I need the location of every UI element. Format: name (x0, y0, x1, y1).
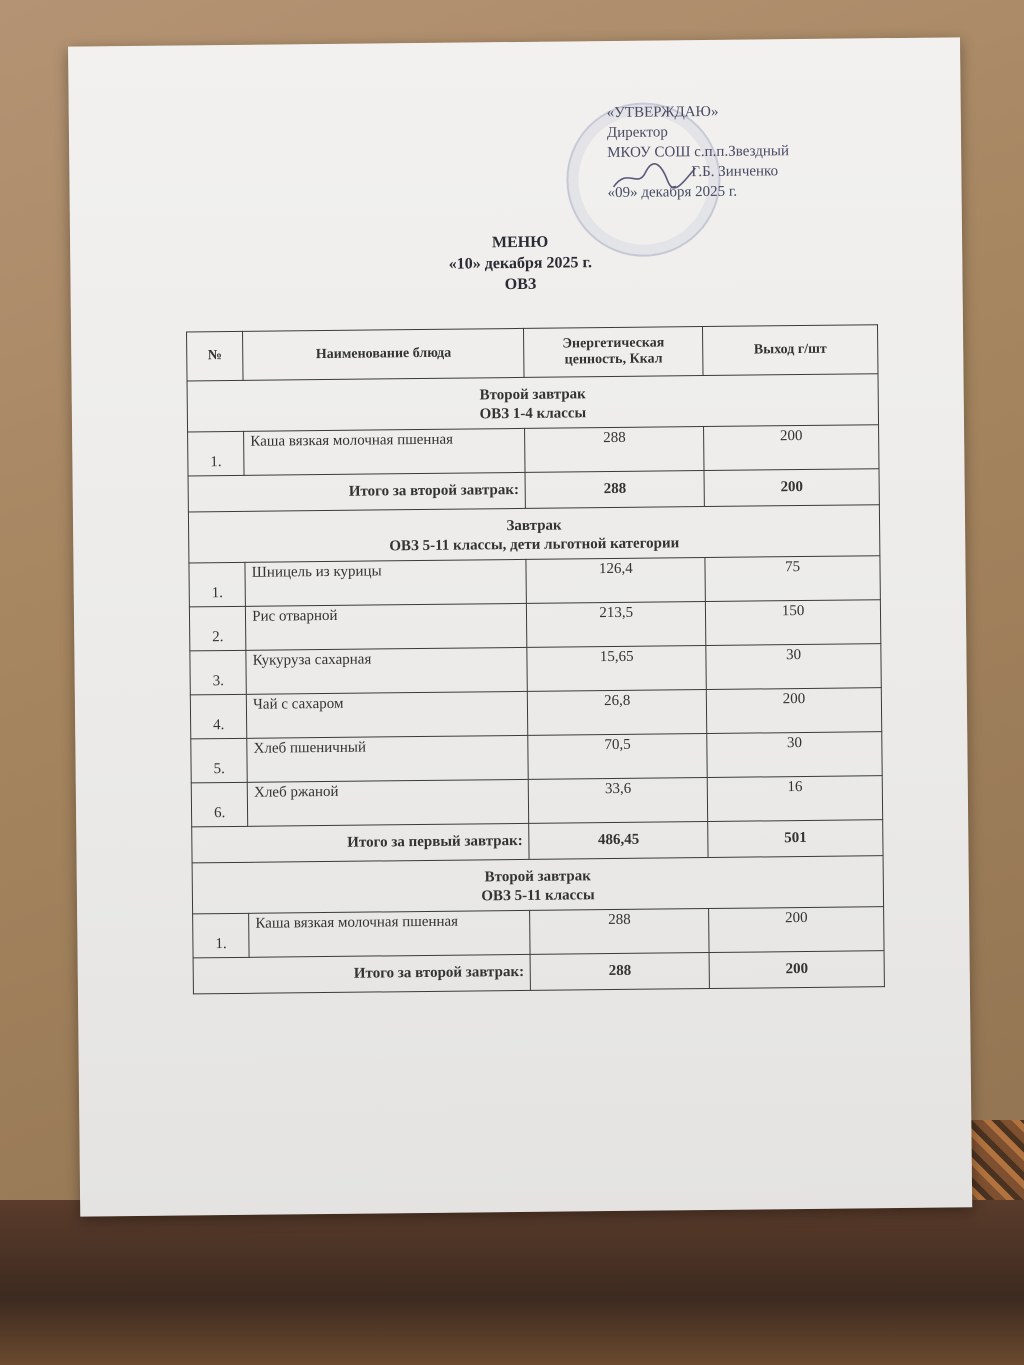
page-title: МЕНЮ (491, 233, 549, 252)
row-kcal: 213,5 (527, 602, 706, 648)
total-kcal: 486,45 (529, 822, 708, 860)
row-name: Шницель из курицы (245, 559, 527, 606)
total-label: Итого за первый завтрак: (192, 823, 530, 863)
row-name: Чай с сахаром (247, 691, 529, 738)
row-num: 1. (188, 431, 245, 476)
row-name: Рис отварной (246, 603, 528, 650)
row-output: 16 (707, 776, 882, 822)
table-row (191, 776, 882, 827)
row-output: 200 (709, 907, 884, 953)
section-subtitle: ОВЗ 1-4 классы (479, 405, 587, 423)
row-name: Хлеб ржаной (247, 779, 529, 826)
section-title: Второй завтрак (484, 868, 591, 886)
row-name: Кукуруза сахарная (246, 647, 528, 694)
row-name: Хлеб пшеничный (247, 735, 529, 782)
header-num: № (187, 331, 244, 381)
row-kcal: 288 (525, 427, 704, 473)
row-kcal: 33,6 (529, 778, 708, 824)
row-num: 3. (190, 650, 247, 695)
table-header-row (187, 325, 878, 381)
table-row (190, 644, 881, 695)
menu-subtitle: ОВЗ (504, 275, 537, 294)
table-row (193, 907, 884, 958)
row-name: Каша вязкая молочная пшенная (244, 428, 526, 475)
approval-title: «УТВЕРЖДАЮ» (606, 103, 719, 122)
menu-table (186, 324, 885, 994)
row-output: 75 (705, 556, 880, 602)
row-kcal: 15,65 (527, 646, 706, 692)
row-num: 1. (189, 562, 246, 607)
dark-cloth (0, 1200, 1024, 1365)
total-label: Итого за второй завтрак: (193, 954, 531, 994)
table-row (189, 600, 880, 651)
section-header (188, 505, 879, 563)
row-num: 6. (191, 782, 248, 827)
header-name: Наименование блюда (243, 328, 525, 380)
total-kcal: 288 (525, 471, 704, 509)
row-name: Каша вязкая молочная пшенная (249, 910, 531, 957)
total-row (193, 951, 884, 994)
row-output: 30 (706, 644, 881, 690)
total-output: 501 (708, 820, 883, 858)
row-num: 4. (190, 694, 247, 739)
menu-sheet (68, 37, 972, 1216)
table-row (188, 425, 879, 476)
section-subtitle: ОВЗ 5-11 классы, дети льготной категории (389, 535, 680, 555)
header-kcal: Энергетическая ценность, Ккал (524, 327, 703, 378)
total-label: Итого за второй завтрак: (188, 472, 526, 512)
total-output: 200 (709, 951, 884, 989)
section-header (187, 374, 878, 432)
table-row (191, 732, 882, 783)
section-title: Завтрак (506, 517, 562, 535)
row-num: 2. (189, 606, 246, 651)
menu-header (370, 230, 671, 296)
row-kcal: 70,5 (528, 734, 707, 780)
row-kcal: 126,4 (526, 558, 705, 604)
total-kcal: 288 (530, 953, 709, 991)
table-row (190, 688, 881, 739)
row-kcal: 26,8 (528, 690, 707, 736)
row-output: 200 (704, 425, 879, 471)
row-kcal: 288 (530, 909, 709, 955)
row-output: 200 (706, 688, 881, 734)
approval-org: МКОУ СОШ с.п.п.Звездный (607, 143, 790, 162)
row-output: 30 (707, 732, 882, 778)
total-output: 200 (704, 469, 879, 507)
row-num: 5. (191, 738, 248, 783)
table-row (189, 556, 880, 607)
approval-position: Директор (606, 124, 668, 142)
section-subtitle: ОВЗ 5-11 классы (481, 887, 595, 905)
row-output: 150 (706, 600, 881, 646)
section-title: Второй завтрак (479, 386, 586, 404)
approval-block (587, 101, 848, 204)
approval-name: Г.Б. Зинченко (691, 163, 779, 181)
menu-date: «10» декабря 2025 г. (448, 254, 592, 273)
row-num: 1. (193, 913, 250, 958)
header-output: Выход г/шт (703, 325, 878, 376)
section-header (192, 856, 883, 914)
approval-date: «09» декабря 2025 г. (607, 183, 738, 202)
